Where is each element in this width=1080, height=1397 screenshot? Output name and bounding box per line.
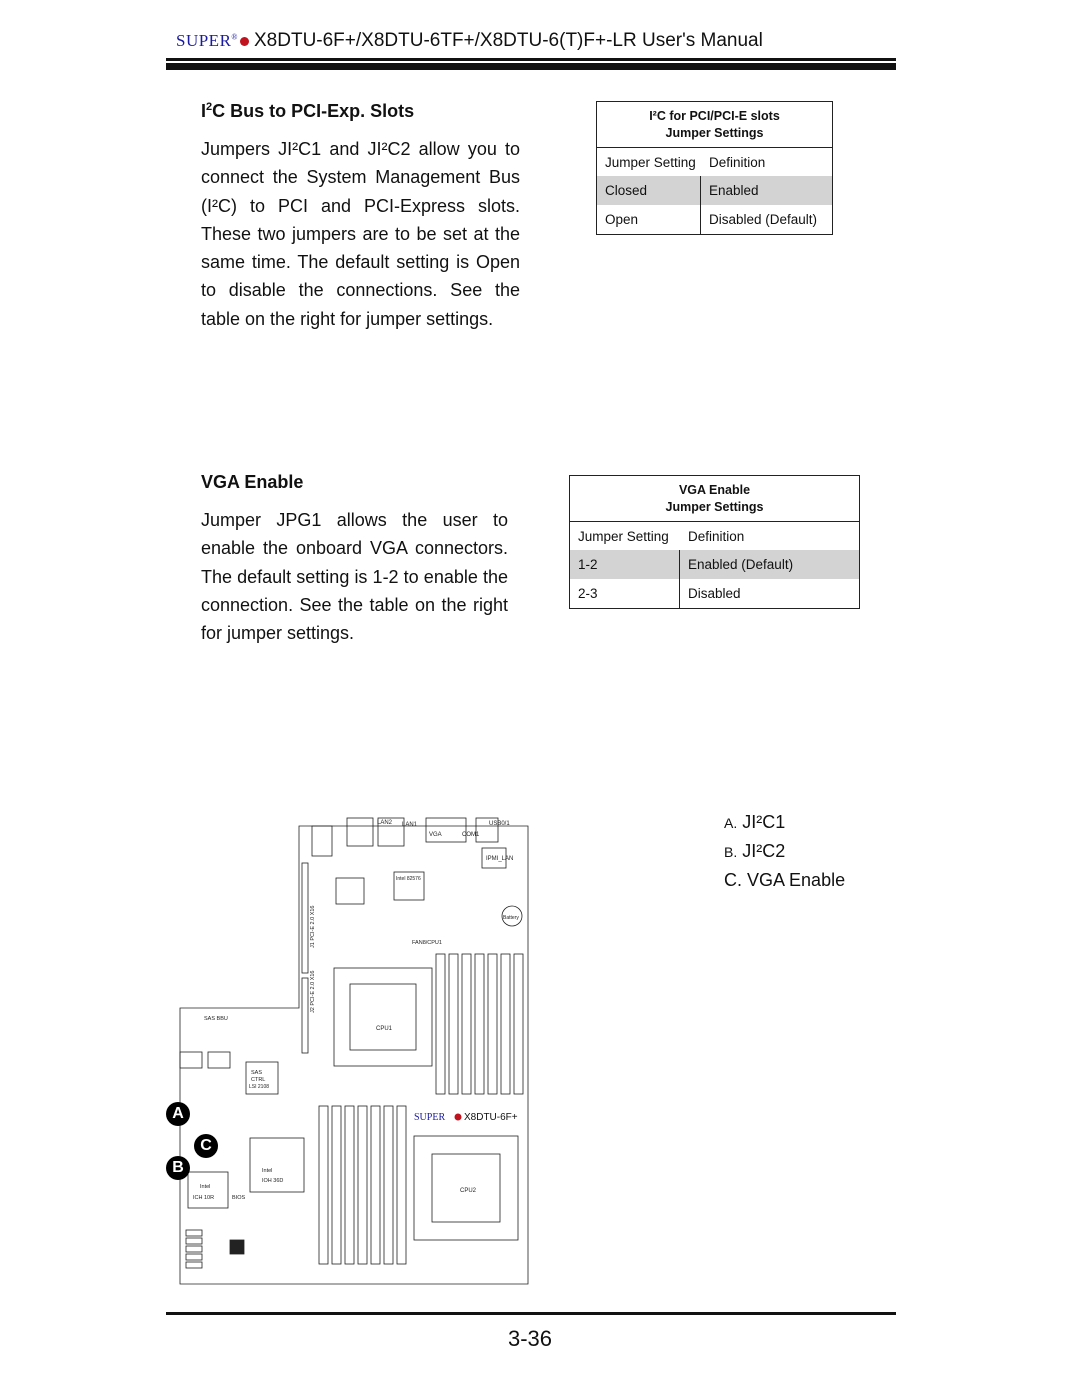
table-row: Closed Enabled [597, 176, 832, 205]
page-number: 3-36 [508, 1326, 553, 1351]
bmc-chip [230, 1240, 244, 1254]
logo-dot-icon [240, 37, 249, 46]
i2c-jumper-table [596, 101, 833, 235]
i2c-body-text: Jumpers JI²C1 and JI²C2 allow you to connect the System Management Bus (I²C) to PCI and PCI-Express slots. These two jumpers are to be set at the same time. The default setting is Open to disable the connections. See the table on the right for jumper settings. [201, 139, 520, 329]
manual-title: X8DTU-6F+/X8DTU-6TF+/X8DTU-6(T)F+-LR User's Manual [254, 30, 763, 51]
usb-label: USB0/1 [489, 821, 510, 827]
vga-body-text: Jumper JPG1 allows the user to enable the onboard VGA connectors. The default setting is 1-2 to enable the connection. See the table on the right for jumper settings. [201, 510, 508, 644]
board-model: X8DTU-6F+ [464, 1112, 518, 1123]
cpu1-label: CPU1 [376, 1026, 393, 1032]
footer-rule [166, 1312, 896, 1315]
usb-port-stack [312, 826, 332, 856]
vga-jumper-table [569, 475, 860, 609]
motherboard-layout-svg [164, 808, 544, 1318]
legend-item-a: A. JI²C1 [724, 812, 786, 832]
cpu1-dimm-slots [436, 954, 523, 1094]
pcie-slot-1 [302, 863, 308, 973]
vga-label: VGA [429, 832, 442, 838]
motherboard-diagram [164, 808, 544, 1318]
ipmi-lan-label: IPMI_LAN [486, 856, 514, 862]
lan-controller-1 [336, 878, 364, 904]
table-row: 1-2 Enabled (Default) [570, 550, 859, 579]
cpu1-die [350, 984, 416, 1050]
supermicro-logo [176, 31, 252, 51]
board-brand: SUPER [414, 1112, 446, 1123]
cpu2-label: CPU2 [460, 1188, 477, 1194]
legend-item-c: C. VGA Enable [724, 870, 846, 890]
registered-mark: ® [231, 32, 238, 42]
ich-chip [188, 1172, 228, 1208]
table-header-row: Jumper Setting Definition [605, 154, 766, 170]
i2c-section-heading: $I^2C$ Bus to PCI-Exp. Slots [201, 101, 415, 121]
lsi-label: LSI 2108 [249, 1084, 270, 1090]
header-rule-thin [166, 58, 896, 61]
lan2-label: LAN2 [377, 820, 393, 826]
pcie-slot-2-label: J2 PCI-E 2.0 X16 [310, 970, 316, 1013]
jumper-legend [724, 808, 845, 894]
table-row: 2-3 Disabled [570, 579, 859, 608]
lan1-label: LAN1 [402, 822, 418, 828]
page-header [176, 30, 896, 60]
pcie-slot-1-label: J1 PCI-E 2.0 X16 [310, 905, 316, 948]
sas-connector-2 [208, 1052, 230, 1068]
cpu1-socket [334, 968, 432, 1066]
table-header-row: Jumper Setting Definition [578, 528, 745, 544]
sas-ctrl-label: CTRL [251, 1077, 266, 1083]
pcie-slot-2 [302, 978, 308, 1053]
sas-label: SAS [251, 1070, 263, 1076]
bios-label: BIOS [232, 1195, 246, 1201]
legend-item-b: B. JI²C2 [724, 841, 786, 861]
header-rule-thick [166, 63, 896, 70]
table-caption: I²C for PCI/PCI-E slots Jumper Settings [597, 102, 832, 148]
logo-text: SUPER [176, 31, 232, 50]
callout-c: C [194, 1134, 218, 1158]
table-caption: VGA Enable Jumper Settings [570, 476, 859, 522]
lan1-port [347, 818, 373, 846]
ich-intel-label: Intel [200, 1184, 211, 1190]
cpu2-dimm-slots [319, 1106, 406, 1264]
sata-headers [186, 1230, 202, 1268]
callout-a: A [166, 1102, 190, 1126]
sas-bbu-label: SAS BBU [204, 1016, 228, 1022]
lan-controller-label: Intel 82576 [396, 876, 421, 882]
com1-label: COM1 [462, 832, 480, 838]
table-row: Open Disabled (Default) [597, 205, 832, 234]
vga-section-heading: VGA Enable [201, 472, 304, 492]
ioh-label: IOH 36D [262, 1178, 284, 1184]
callout-b: B [166, 1156, 190, 1180]
ich-label: ICH 10R [193, 1195, 215, 1201]
battery-label: Battery [503, 915, 519, 921]
fan-label: FAN8/CPU1 [412, 940, 442, 946]
ioh-intel-label: Intel [262, 1168, 273, 1174]
vga-port [426, 818, 466, 842]
board-logo-dot-icon [455, 1114, 462, 1121]
sas-connector-1 [180, 1052, 202, 1068]
